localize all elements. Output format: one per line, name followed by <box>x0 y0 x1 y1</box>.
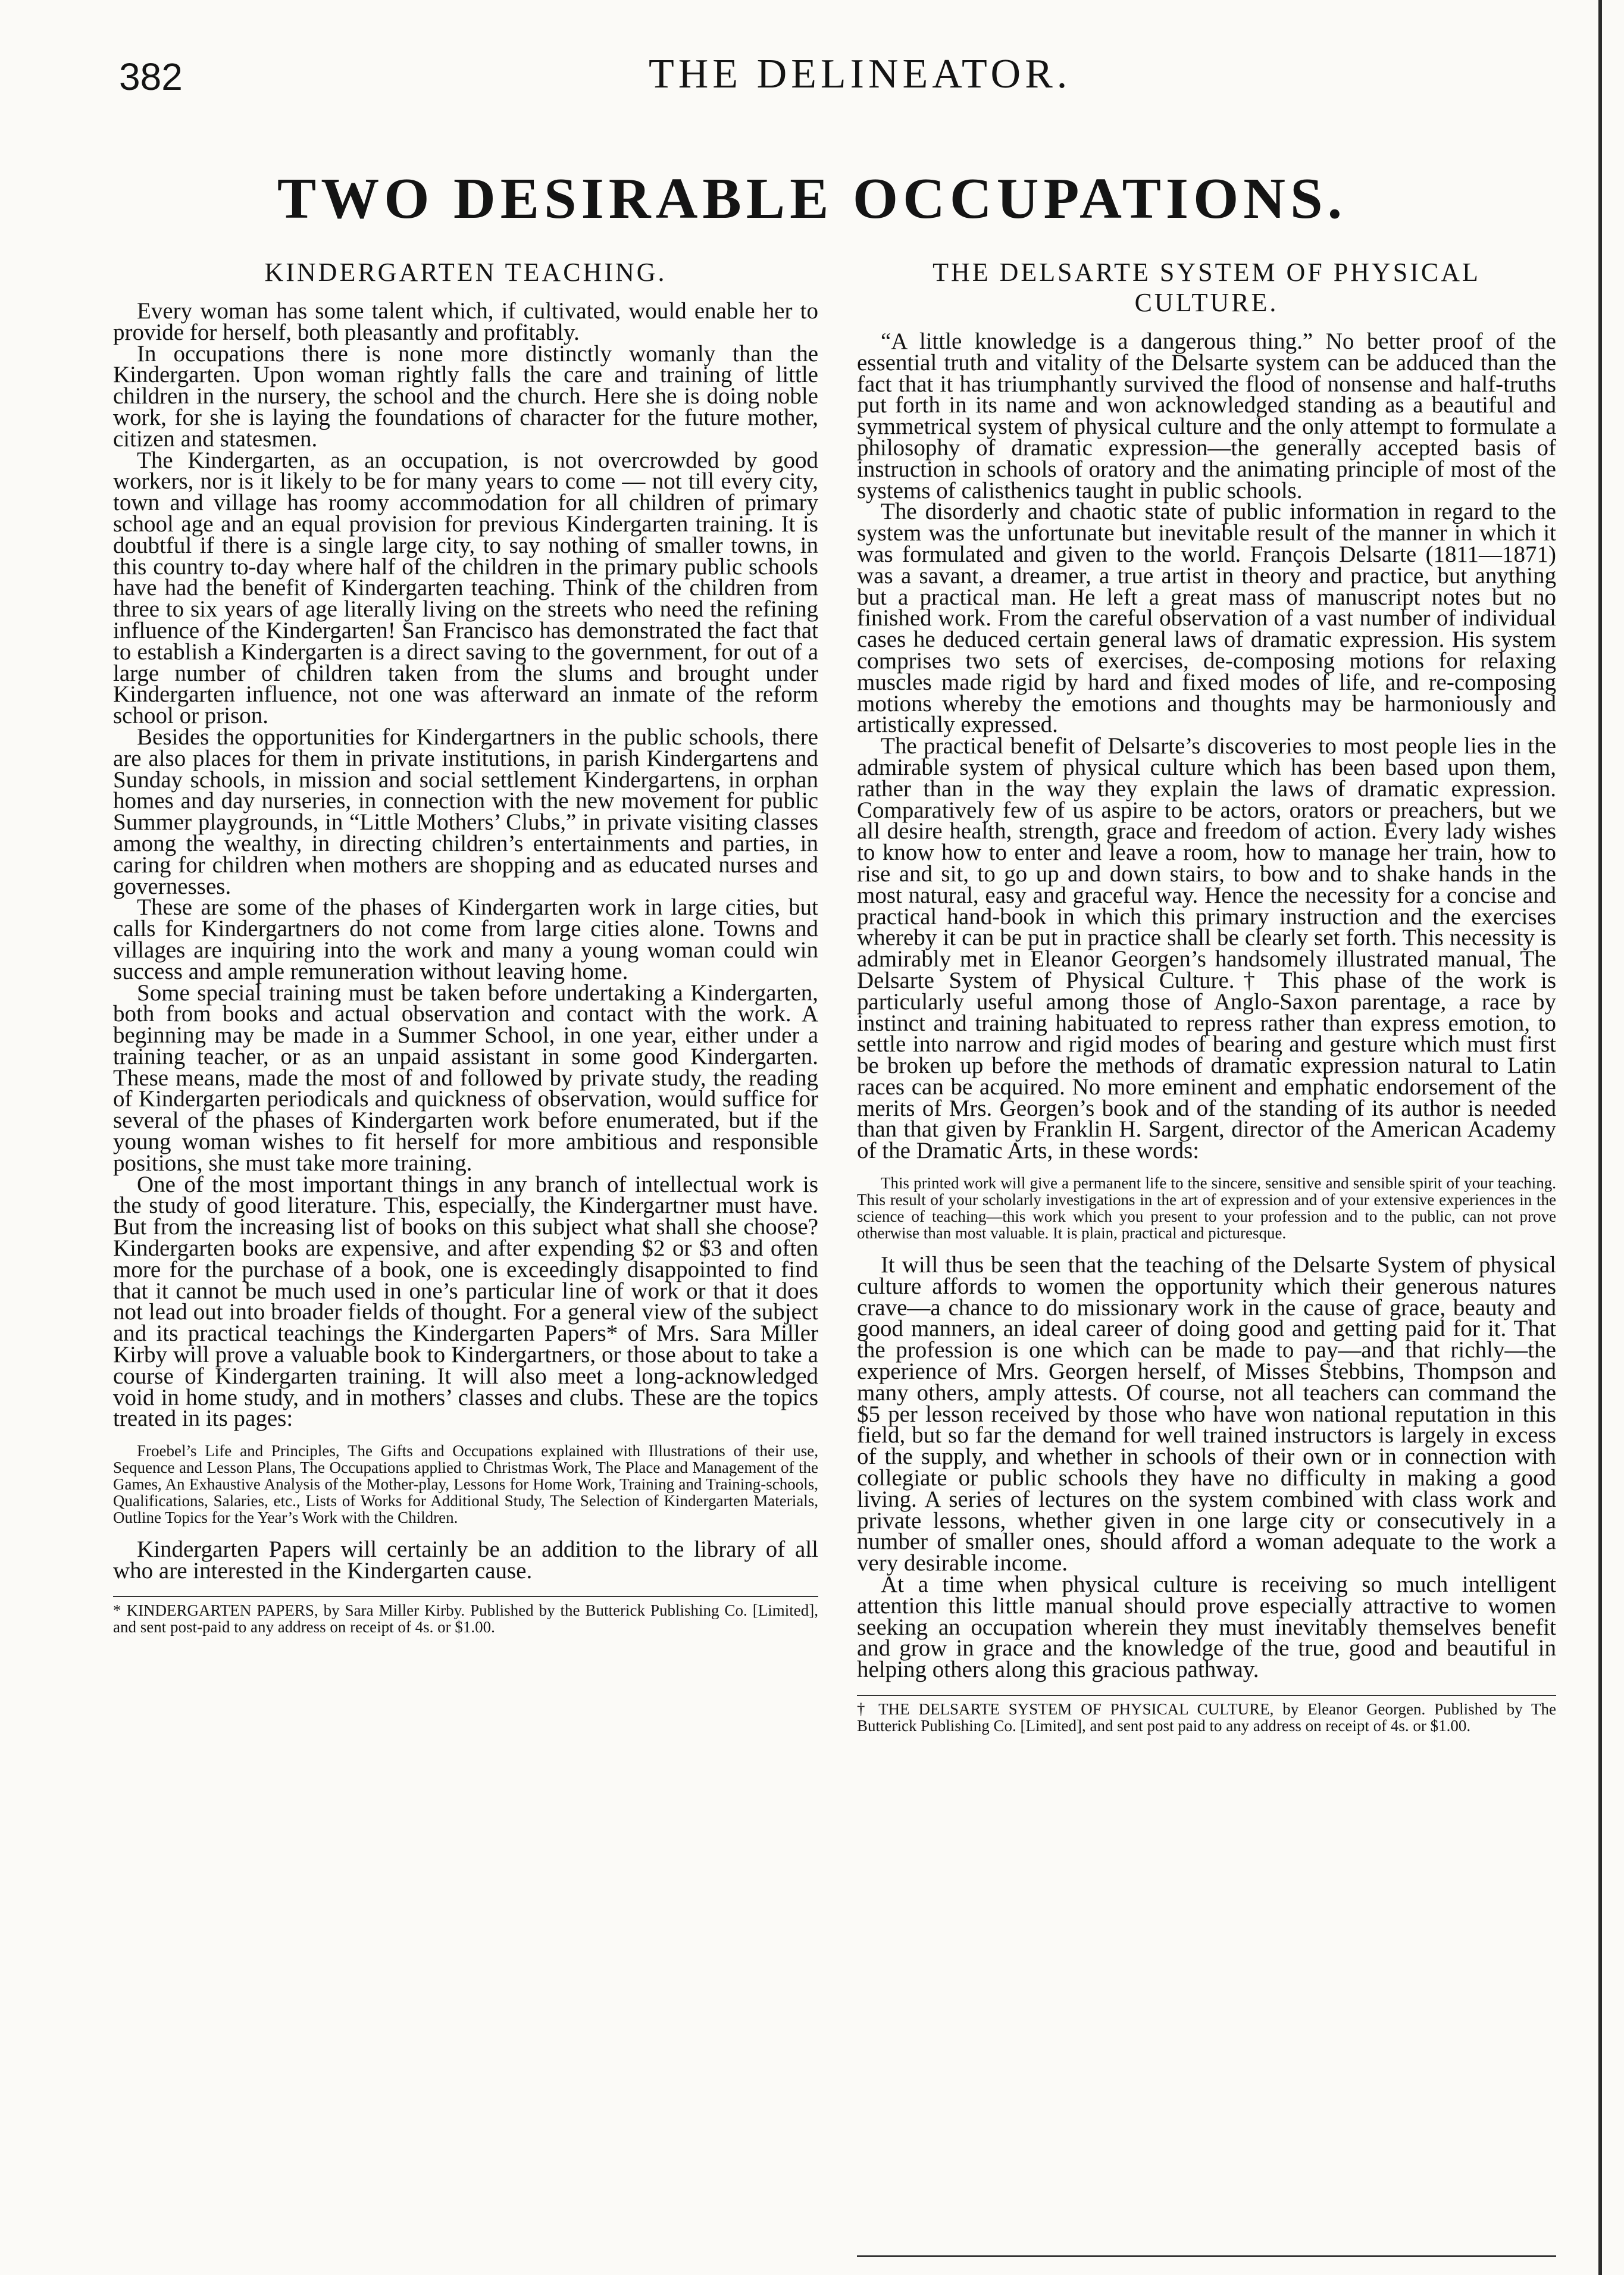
right-column <box>857 257 1556 1734</box>
footnote-rule <box>113 1596 818 1597</box>
closing-paragraph: Kindergarten Papers will certainly be an addition to the library of all who are interested in the Kindergarten cause. <box>113 1537 818 1584</box>
topics-list: Froebel’s Life and Principles, The Gifts and Occupations explained with Illustrations of their use, Sequence and Lesson Plans, The Occupations applied to Christmas Work, The Place and Management of the Games, An Exhaustive Analysis of the Mother-play, Lessons for Home Work, Training and Training-schools, Qualifications, Salaries, etc., Lists of Works for Additional Study, The Selection of Kindergarten Materials, Outline Topics for the Year’s Work with the Children. <box>113 1442 818 1527</box>
paragraph: It will thus be seen that the teaching of the Delsarte System of physical culture affords to women the opportunity which their generous natures crave—a chance to do missionary work in the cause of grace, beauty and good manners, an ideal career of doing good and getting paid for it. That the profession is one which can be made to pay—and that richly—the experience of Mrs. Georgen herself, of Misses Stebbins, Thompson and many others, amply attests. Of course, not all teachers can command the $5 per lesson received by those who have won national reputation in this field, but so far the demand for well trained instructors is largely in excess of the supply, and whether in schools of their own or in connection with collegiate or public schools they have no difficulty in making a good living. A series of lectures on the system combined with class work and private lessons, whether given in one large city or consecutively in a number of smaller ones, should afford a woman adequate to the work a very desirable income. <box>857 1252 1556 1576</box>
footnote-delsarte: † THE DELSARTE SYSTEM OF PHYSICAL CULTURE, by Eleanor Georgen. Published by The Butterick Publishing Co. [Limited], and sent post paid to any address on receipt of 4s. or $1.00. <box>857 1700 1556 1735</box>
section-heading-delsarte: THE DELSARTE SYSTEM OF PHYSICAL CULTURE. <box>933 258 1481 317</box>
paragraph: The practical benefit of Delsarte’s discoveries to most people lies in the admirable system of physical culture which has been based upon them, rather than in the way they explain the laws of dramatic expression. Comparatively few of us aspire to be actors, orators or preachers, but we all desire health, strength, grace and freedom of action. Every lady wishes to know how to enter and leave a room, how to manage her train, how to rise and sit, to go up and down stairs, to bow and to shake hands in the most natural, easy and graceful way. Hence the necessity for a concise and practical hand-book in which this primary instruction and the exercises whereby it can be put in practice shall be clearly set forth. This necessity is admirably met in Eleanor Georgen’s handsomely illustrated manual, The Delsarte System of Physical Culture.† This phase of the work is particularly useful among those of Anglo-Saxon parentage, a race by instinct and training habituated to repress rather than express emotion, to settle into narrow and rigid modes of bearing and gesture which must first be broken up before the methods of dramatic expression natural to Latin races can be acquired. No more eminent and emphatic endorsement of the merits of Mrs. Georgen’s book and of the standing of its author is needed than that given by Franklin H. Sargent, director of the American Academy of the Dramatic Arts, in these words: <box>857 733 1556 1164</box>
paragraph: At a time when physical culture is receiving so much intelligent attention this little manual should prove especially attractive to women seeking an occupation wherein they must inevitably themselves benefit and grow in grace and the knowledge of the true, good and beautiful in helping others along this gracious pathway. <box>857 1572 1556 1683</box>
block-quote: This printed work will give a permanent life to the sincere, sensitive and sensible spirit of your teaching. This result of your scholarly investigations in the art of expression and of your extensive experiences in the science of teaching—this work which you present to your profession and to the public, can not prove otherwise than most valuable. It is plain, practical and picturesque. <box>857 1174 1556 1243</box>
paragraph: One of the most important things in any branch of intellectual work is the study of good literature. This, especially, the Kindergartner must have. But from the increasing list of books on this subject what shall she choose? Kindergarten books are expensive, and after expending $2 or $3 and often more for the purchase of a book, one is exceedingly disappointed to find that it cannot be much used in one’s particular line of work or that it does not lead out into broader fields of thought. For a general view of the subject and its practical teachings the Kindergarten Papers* of Mrs. Sara Miller Kirby will prove a valuable book to Kindergartners, or those about to take a course of Kindergarten training. It will also meet a long-acknowledged void in home study, and in mothers’ classes and clubs. These are the topics treated in its pages: <box>113 1171 818 1432</box>
paragraph: These are some of the phases of Kindergarten work in large cities, but calls for Kindergartners do not come from large cities alone. Towns and villages are inquiring into the work and many a young woman could win success and ample remuneration without leaving home. <box>113 894 818 984</box>
running-title: THE DELINEATOR. <box>649 51 1072 97</box>
paragraph: The disorderly and chaotic state of public information in regard to the system was the unfortunate but inevitable result of the manner in which it was formulated and given to the world. François Delsarte (1811—1871) was a savant, a dreamer, a true artist in theory and practice, but anything but a practical man. He left a great mass of manuscript notes but no finished work. From the careful observation of a vast number of individual cases he deduced certain general laws of dramatic expression. His system comprises two sets of exercises, de-composing motions for relaxing muscles made rigid by hard and fixed modes of life, and re-composing motions whereby the emotions and thoughts may be harmoniously and artistically expressed. <box>857 499 1556 738</box>
paragraph: “A little knowledge is a dangerous thing.” No better proof of the essential truth and vitality of the Delsarte system can be adduced than the fact that it has triumphantly survived the flood of nonsense and half-truths put forth in its name and won acknowledged standing as a beautiful and symmetrical system of physical culture and the only attempt to formulate a philosophy of dramatic expression—the generally accepted basis of instruction in schools of oratory and the animating principle of most of the systems of calisthenics taught in public schools. <box>857 328 1556 503</box>
bottom-rule <box>857 2255 1556 2257</box>
section-heading-kindergarten: KINDERGARTEN TEACHING. <box>264 258 667 287</box>
paragraph: Some special training must be taken before undertaking a Kindergarten, both from books and actual observation and contact with the work. A beginning may be made in a Summer School, in one year, either under a training teacher, or as an unpaid assistant in some good Kindergarten. These means, made the most of and followed by private study, the reading of Kindergarten periodicals and quickness of observation, would suffice for several of the phases of Kindergarten work before enumerated, but if the young woman wishes to fit herself for more ambitious and responsible positions, she must take more training. <box>113 980 818 1176</box>
paragraph: Every woman has some talent which, if cultivated, would enable her to provide for herself, both pleasantly and profitably. <box>113 298 818 345</box>
paragraph: In occupations there is none more distinctly womanly than the Kindergarten. Upon woman rightly falls the care and training of little children in the nursery, the school and the church. Here she is doing noble work, for she is laying the foundations of character for the future mother, citizen and statesmen. <box>113 340 818 452</box>
page-number: 382 <box>119 55 183 98</box>
article-title: TWO DESIRABLE OCCUPATIONS. <box>277 167 1347 231</box>
footnote-kindergarten: * KINDERGARTEN PAPERS, by Sara Miller Kirby. Published by the Butterick Publishing Co. [Limited], and sent post-paid to any address on receipt of 4s. or $1.00. <box>113 1601 818 1636</box>
footnote-rule <box>857 1695 1556 1696</box>
page-edge-rule <box>1598 0 1602 2275</box>
paragraph: Besides the opportunities for Kindergartners in the public schools, there are also places for them in private institutions, in parish Kindergartens and Sunday schools, in mission and social settlement Kindergartens, in orphan homes and day nurseries, in connection with the new movement for public Summer playgrounds, in “Little Mothers’ Clubs,” in private visiting classes among the wealthy, in directing children’s entertainments and parties, in caring for children when mothers are shopping and as educated nurses and governesses. <box>113 724 818 899</box>
paragraph: The Kindergarten, as an occupation, is not overcrowded by good workers, nor is it likely to be for many years to come — not till every city, town and village has roomy accommodation for all children of primary school age and an equal provision for previous Kindergarten training. It is doubtful if there is a single large city, to say nothing of smaller towns, in this country to-day where half of the children in the primary public schools have had the benefit of Kindergarten teaching. Think of the children from three to six years of age literally living on the streets who need the refining influence of the Kindergarten! San Francisco has demonstrated the fact that to establish a Kindergarten is a direct saving to the government, for out of a large number of children taken from the slums and brought under Kindergarten influence, not one was afterward an inmate of the reform school or prison. <box>113 447 818 729</box>
left-column <box>113 257 818 1635</box>
